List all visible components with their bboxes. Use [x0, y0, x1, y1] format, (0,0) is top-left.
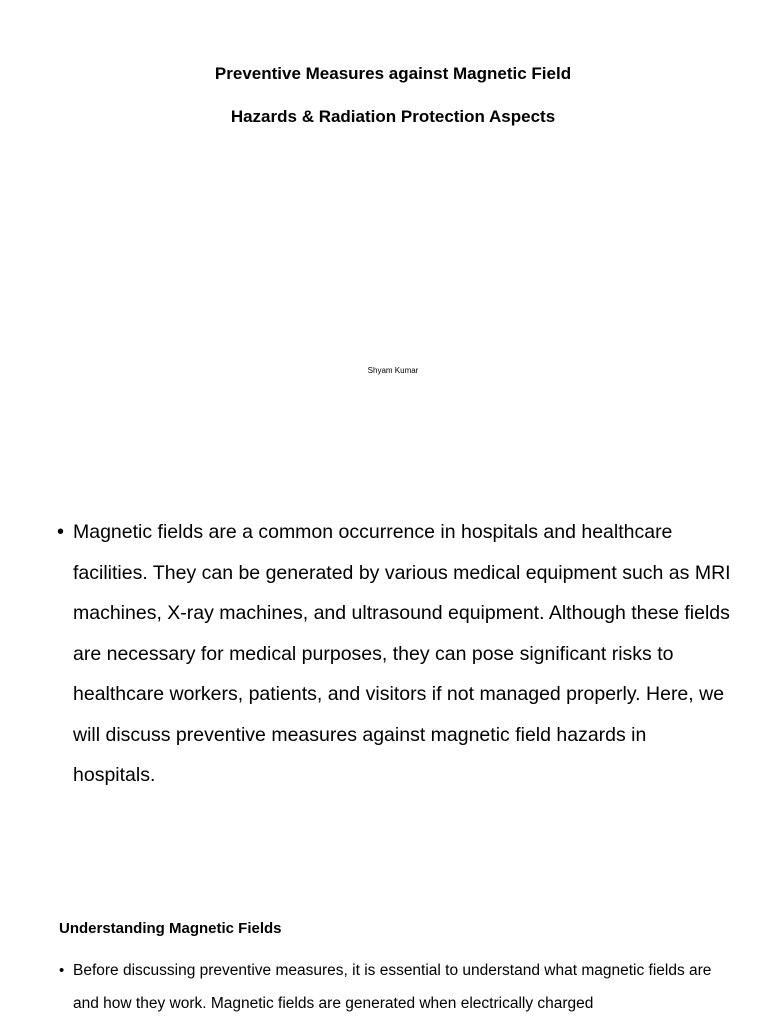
title-line-1: Preventive Measures against Magnetic Field	[214, 64, 572, 83]
bullet-marker: •	[59, 962, 65, 979]
title-line-2: Hazards & Radiation Protection Aspects	[230, 107, 556, 126]
section-paragraph: Before discussing preventive measures, it is essential to understand what magnetic fields are and how they work. Magnetic fields are generated when electrically charged	[73, 962, 712, 1012]
section-bullet-item	[59, 954, 739, 1020]
bullet-marker: •	[57, 521, 65, 543]
author-name: Shyam Kumar	[367, 366, 419, 375]
intro-paragraph: Magnetic fields are a common occurrence in hospitals and healthcare facilities. They can be generated by various medical equipment such as MRI machines, X-ray machines, and ultrasound equipment. Although these fields are necessary for medical purposes, they can pose significant risks to healthcare workers, patients, and visitors if not managed properly. Here, we will discuss preventive measures against magnetic field hazards in hospitals.	[73, 521, 731, 786]
intro-bullet-item	[57, 512, 737, 796]
section-heading: Understanding Magnetic Fields	[59, 920, 282, 937]
